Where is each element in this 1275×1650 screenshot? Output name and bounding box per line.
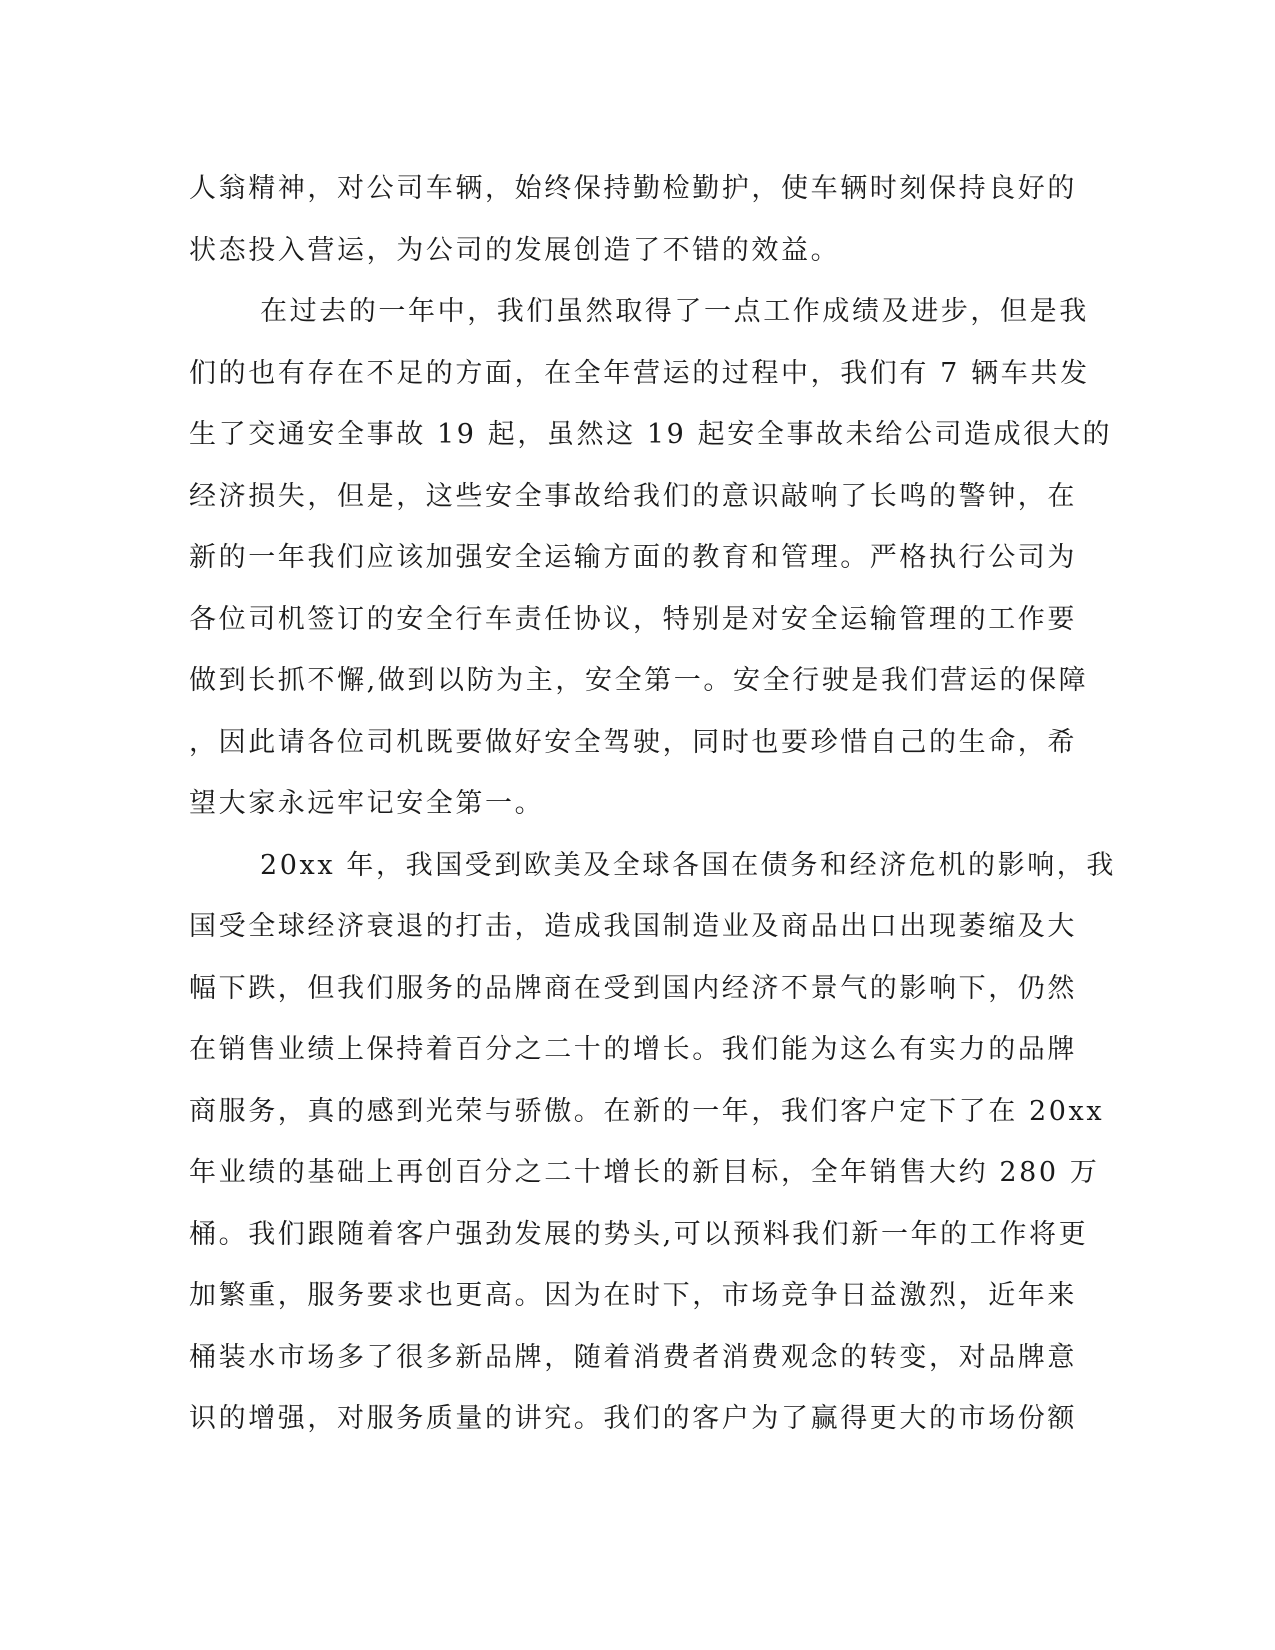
- text-line: 商服务，真的感到光荣与骄傲。在新的一年，我们客户定下了在 20xx: [189, 1095, 1105, 1127]
- text-line: 经济损失，但是，这些安全事故给我们的意识敲响了长鸣的警钟，在: [189, 480, 1077, 512]
- text-line: 人翁精神，对公司车辆，始终保持勤检勤护，使车辆时刻保持良好的: [189, 173, 1077, 204]
- text-line: 20xx 年，我国受到欧美及全球各国在债务和经济危机的影响，我: [260, 849, 1116, 881]
- text-line: 加繁重，服务要求也更高。因为在时下，市场竞争日益激烈，近年来: [189, 1280, 1077, 1311]
- text-line: 在过去的一年中，我们虽然取得了一点工作成绩及进步，但是我: [260, 296, 1089, 327]
- document-body: [189, 158, 1116, 1450]
- text-line: 各位司机签订的安全行车责任协议，特别是对安全运输管理的工作要: [189, 603, 1077, 635]
- text-line: 生了交通安全事故 19 起，虽然这 19 起安全事故未给公司造成很大的: [189, 419, 1113, 450]
- text-line: 做到长抓不懈,做到以防为主，安全第一。安全行驶是我们营运的保障: [189, 665, 1089, 696]
- paragraph-1: [189, 158, 1077, 281]
- text-line: 新的一年我们应该加强安全运输方面的教育和管理。严格执行公司为: [189, 542, 1077, 573]
- text-line: 幅下跌，但我们服务的品牌商在受到国内经济不景气的影响下，仍然: [189, 972, 1077, 1004]
- text-line: 桶装水市场多了很多新品牌，随着消费者消费观念的转变，对品牌意: [189, 1341, 1077, 1373]
- text-line: 国受全球经济衰退的打击，造成我国制造业及商品出口出现萎缩及大: [189, 911, 1077, 942]
- text-line: 桶。我们跟随着客户强劲发展的势头,可以预料我们新一年的工作将更: [189, 1218, 1089, 1250]
- text-line: ，因此请各位司机既要做好安全驾驶，同时也要珍惜自己的生命，希: [189, 726, 1077, 758]
- text-line: 识的增强，对服务质量的讲究。我们的客户为了赢得更大的市场份额: [189, 1403, 1077, 1434]
- text-line: 们的也有存在不足的方面，在全年营运的过程中，我们有 7 辆车共发: [189, 357, 1090, 389]
- text-line: 状态投入营运，为公司的发展创造了不错的效益。: [189, 234, 841, 266]
- paragraph-3: [189, 835, 1116, 1450]
- text-line: 望大家永远牢记安全第一。: [189, 788, 545, 819]
- paragraph-2: [189, 281, 1113, 835]
- text-line: 在销售业绩上保持着百分之二十的增长。我们能为这么有实力的品牌: [189, 1034, 1077, 1065]
- text-line: 年业绩的基础上再创百分之二十增长的新目标，全年销售大约 280 万: [189, 1157, 1100, 1188]
